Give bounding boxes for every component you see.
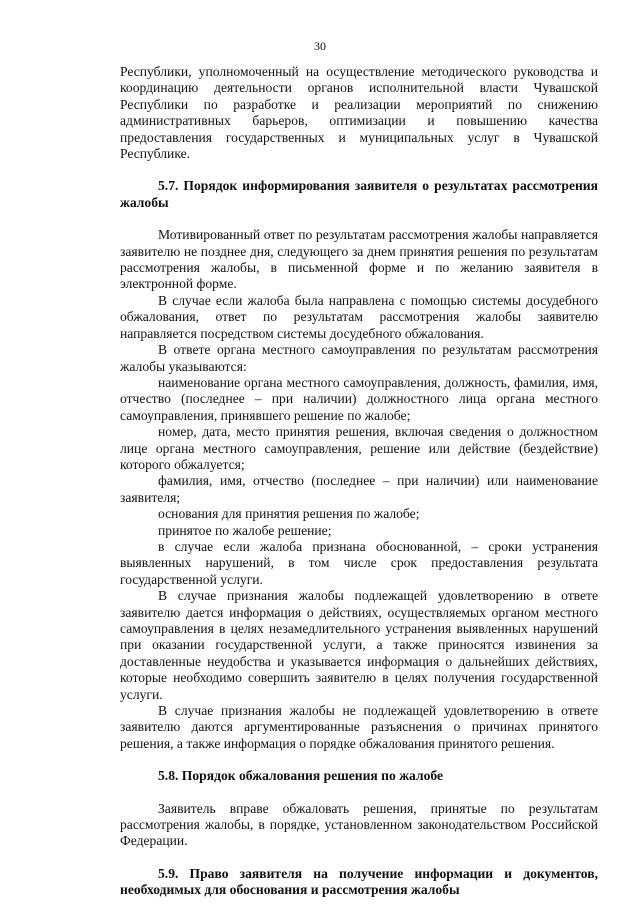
- section-5-8-heading: 5.8. Порядок обжалования решения по жалобе: [158, 768, 444, 784]
- s57-paragraph-3: В ответе органа местного самоуправления по результатам рассмотрения жалобы указываются:: [120, 342, 598, 374]
- s57-list-item-1: наименование органа местного самоуправления, должность, фамилия, имя, отчество (последнее – при наличии) должностного лица органа местного самоуправления, принявшего решение по жалобе;: [120, 374, 598, 423]
- s57-paragraph-2: В случае если жалоба была направлена с помощью системы досудебного обжалования, ответ по результатам рассмотрения жалобы заявителю направляется посредством системы досудебного обжалования.: [120, 292, 598, 341]
- page-content: [120, 64, 598, 899]
- s57-list-item-5: принятое по жалобе решение;: [158, 522, 332, 538]
- s57-paragraph-1: Мотивированный ответ по результатам рассмотрения жалобы направляется заявителю не позднее дня, следующего за днем принятия решения по результатам рассмотрения жалобы, в письменной форме и по желанию заявителя в электронной форме.: [120, 227, 598, 292]
- s57-list-item-4: основания для принятия решения по жалобе;: [158, 506, 420, 522]
- s57-paragraph-4: В случае признания жалобы подлежащей удовлетворению в ответе заявителю дается информация о действиях, осуществляемых органом местного самоуправления в целях незамедлительного устранения выявленных нарушений при оказании государственной услуги, а также приносятся извинения за доставленные неудобства и указывается информация о дальнейших действиях, которые необходимо совершить заявителю в целях получения государственной услуги.: [120, 588, 598, 702]
- s57-list-item-2: номер, дата, место принятия решения, включая сведения о должностном лице органа местного самоуправления, решение или действие (бездействие) которого обжалуется;: [120, 424, 598, 472]
- intro-paragraph: Республики, уполномоченный на осуществление методического руководства и координацию деятельности органов исполнительной власти Чувашской Республики по разработке и реализации мероприятий по снижению административных барьеров, оптимизации и повышению качества предоставления государственных и муниципальных услуг в Чувашской Республике.: [120, 64, 598, 162]
- s58-paragraph: Заявитель вправе обжаловать решения, принятые по результатам рассмотрения жалобы, в порядке, установленном законодательством Российской Федерации.: [120, 800, 598, 849]
- page-number: 30: [314, 39, 326, 53]
- s57-list-item-3: фамилия, имя, отчество (последнее – при наличии) или наименование заявителя;: [120, 473, 598, 505]
- s57-paragraph-5: В случае признания жалобы не подлежащей удовлетворению в ответе заявителю даются аргументированные разъяснения о причинах принятого решения, а также информация о порядке обжалования принятого решения.: [120, 703, 598, 751]
- section-5-7-heading: 5.7. Порядок информирования заявителя о результатах рассмотрения жалобы: [120, 178, 598, 210]
- section-5-9-heading: 5.9. Право заявителя на получение информации и документов, необходимых для обоснования и рассмотрения жалобы: [120, 865, 598, 898]
- s57-list-item-6: в случае если жалоба признана обоснованной, – сроки устранения выявленных нарушений, в том числе срок предоставления результата государственной услуги.: [120, 538, 598, 587]
